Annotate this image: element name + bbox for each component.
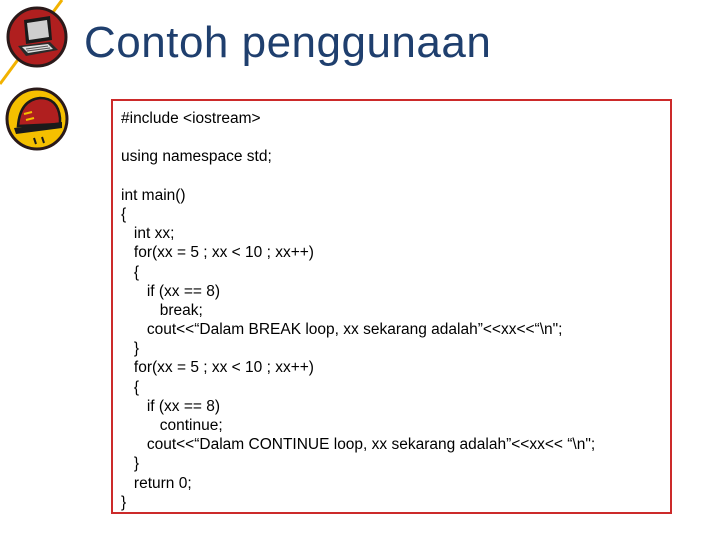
code-line: return 0; bbox=[121, 474, 192, 492]
code-block bbox=[121, 109, 595, 512]
code-line: #include <iostream> bbox=[121, 110, 261, 127]
code-line: { bbox=[121, 205, 127, 223]
code-line: { bbox=[121, 378, 140, 396]
hard-hat-icon bbox=[4, 84, 70, 154]
code-line: for(xx = 5 ; xx < 10 ; xx++) bbox=[121, 244, 314, 262]
code-line: cout<<“Dalam BREAK loop, xx sekarang adalah”<<xx<<“\n"; bbox=[121, 321, 563, 339]
code-line: } bbox=[121, 493, 127, 511]
code-line: cout<<“Dalam CONTINUE loop, xx sekarang adalah”<<xx<< “\n"; bbox=[121, 436, 596, 454]
code-line: { bbox=[121, 263, 140, 281]
code-box bbox=[111, 99, 672, 514]
code-line: int main() bbox=[121, 186, 186, 204]
code-line: if (xx == 8) bbox=[121, 282, 221, 300]
code-line: } bbox=[121, 455, 140, 473]
code-line: } bbox=[121, 340, 140, 358]
laptop-icon bbox=[4, 4, 70, 70]
code-line: if (xx == 8) bbox=[121, 397, 221, 415]
code-line bbox=[121, 128, 595, 147]
code-line: continue; bbox=[121, 417, 223, 434]
code-line: int xx; bbox=[121, 225, 175, 243]
code-line: using namespace std; bbox=[121, 148, 272, 166]
code-line: for(xx = 5 ; xx < 10 ; xx++) bbox=[121, 359, 314, 377]
code-line: break; bbox=[121, 301, 203, 319]
page-title: Contoh penggunaan bbox=[84, 18, 492, 67]
code-line bbox=[121, 167, 595, 186]
